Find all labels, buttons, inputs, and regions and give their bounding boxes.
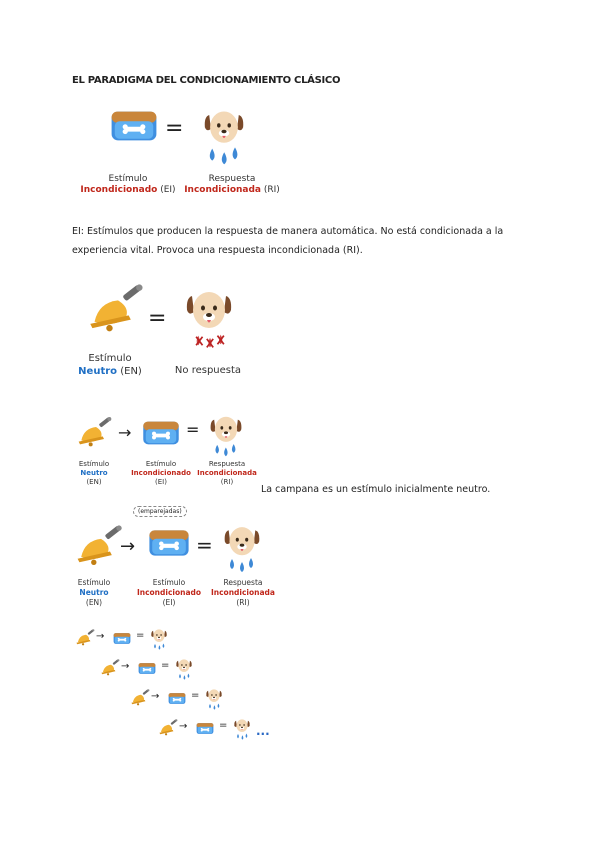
arrow: → <box>179 721 188 732</box>
dog-face-icon <box>175 658 193 674</box>
dog-face-icon <box>222 524 262 560</box>
paired-bubble: (emparejadas) <box>133 506 187 517</box>
caption-ri: Respuesta Incondicionada (RI) <box>184 174 280 195</box>
dog-face-icon <box>208 414 244 446</box>
caption-en: Estímulo Neutro (EN) <box>77 578 111 607</box>
equals-sign: = <box>165 116 184 141</box>
crossed-drops-icon <box>194 332 226 350</box>
equals-sign: = <box>161 660 170 671</box>
saliva-drops-icon <box>212 443 238 459</box>
caption-ri: Respuesta Incondicionada (RI) <box>210 578 275 607</box>
caption-en: Estímulo Neutro (EN) <box>78 353 142 377</box>
saliva-drops-icon <box>235 733 249 741</box>
dog-face-icon <box>233 718 251 734</box>
dog-face-icon <box>150 628 168 644</box>
arrow: → <box>121 661 130 672</box>
equals-sign: = <box>136 630 145 641</box>
caption-ei: Estímulo Incondicionado (EI) <box>136 578 202 607</box>
saliva-drops-icon <box>205 146 241 168</box>
definition-paragraph: EI: Estímulos que producen la respuesta de manera automática. No está condicionada a la experiencia vital. Provoca una respuesta incondicionada (RI). <box>72 226 504 256</box>
bell-icon <box>75 628 97 648</box>
ellipsis: ... <box>256 724 270 738</box>
dog-bowl-icon <box>142 420 180 446</box>
caption-ei: Estímulo Incondicionado (EI) <box>80 174 176 195</box>
dog-bowl-icon <box>113 632 131 645</box>
arrow: → <box>151 691 160 702</box>
dog-face-icon <box>183 288 235 334</box>
dog-face-icon <box>205 688 223 704</box>
dog-face-icon <box>201 108 247 148</box>
note-text: La campana es un estímulo inicialmente neutro. <box>261 484 491 495</box>
dog-bowl-icon <box>168 692 186 705</box>
saliva-drops-icon <box>177 673 191 681</box>
arrow: → <box>118 423 132 442</box>
caption-ri: Respuesta Incondicionada (RI) <box>197 460 257 486</box>
equals-sign: = <box>186 420 200 439</box>
saliva-drops-icon <box>226 557 256 575</box>
arrow: → <box>96 631 105 642</box>
caption-ei: Estímulo Incondicionado (EI) <box>131 460 191 486</box>
equals-sign: = <box>191 690 200 701</box>
caption-en: Estímulo Neutro (EN) <box>78 460 110 486</box>
equals-sign: = <box>196 533 213 557</box>
saliva-drops-icon <box>152 643 166 651</box>
bell-icon <box>86 282 150 338</box>
bell-icon <box>76 416 116 450</box>
equals-sign: = <box>148 306 167 331</box>
equals-sign: = <box>219 720 228 731</box>
dog-bowl-icon <box>148 528 190 558</box>
dog-bowl-icon <box>110 108 158 144</box>
arrow: → <box>120 536 136 557</box>
dog-bowl-icon <box>138 662 156 675</box>
saliva-drops-icon <box>207 703 221 711</box>
dog-bowl-icon <box>196 722 214 735</box>
page-title: EL PARADIGMA DEL CONDICIONAMIENTO CLÁSICO <box>72 75 341 86</box>
caption-no-respuesta: No respuesta <box>174 365 242 376</box>
bell-icon <box>158 718 180 738</box>
bell-icon <box>130 688 152 708</box>
bell-icon <box>100 658 122 678</box>
